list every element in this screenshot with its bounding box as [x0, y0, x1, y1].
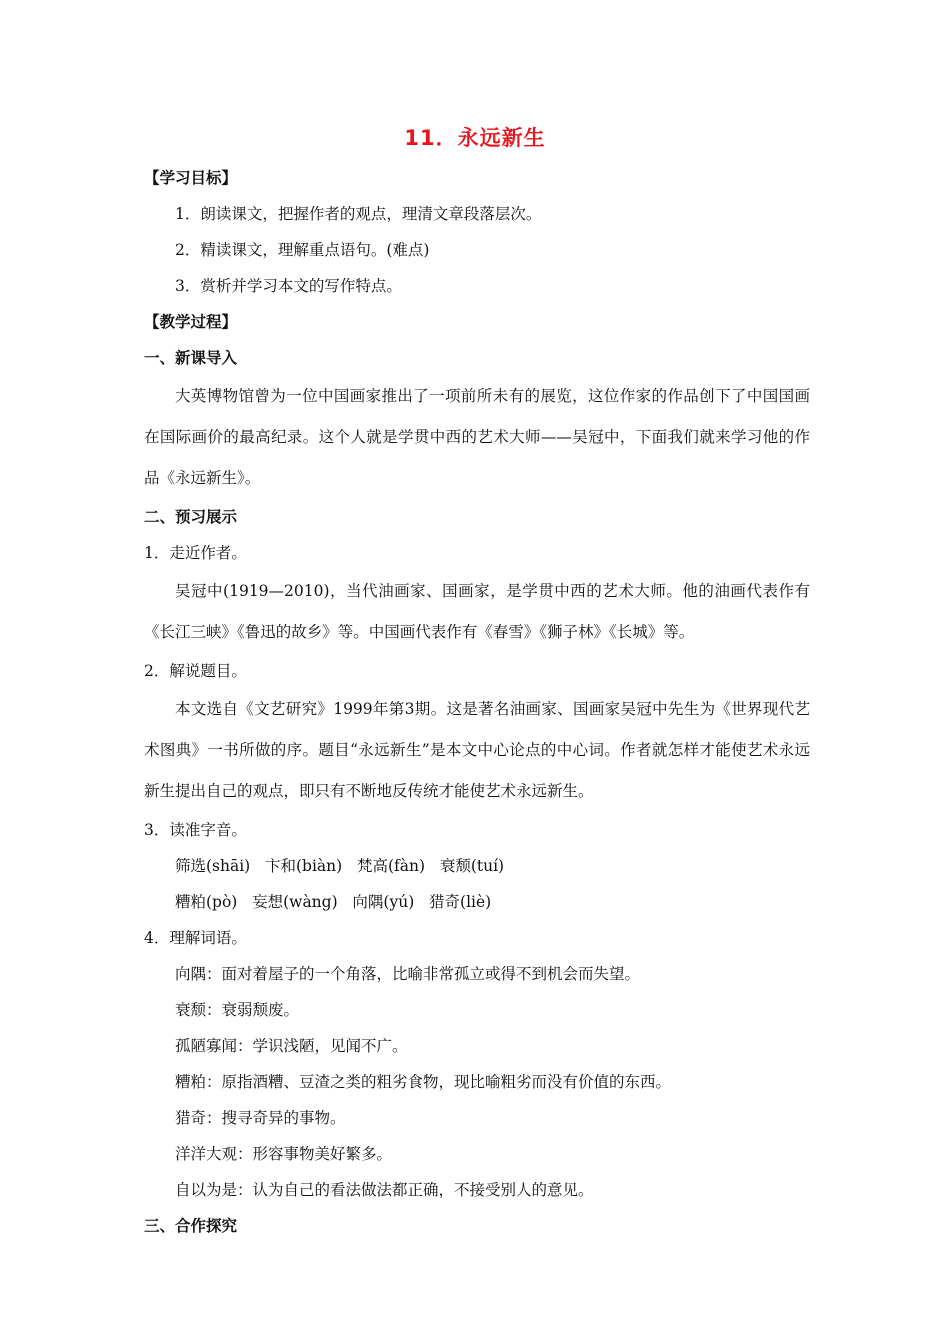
goals-heading: 【学习目标】 — [144, 169, 238, 187]
part1-heading: 一、新课导入 — [144, 349, 238, 367]
vocab-item: 猎奇：搜寻奇异的事物。 — [175, 1109, 346, 1127]
item4-heading: 4．理解词语。 — [144, 929, 247, 947]
part2-heading: 二、预习展示 — [144, 508, 238, 526]
goal-item: 1．朗读课文，把握作者的观点，理清文章段落层次。 — [175, 205, 542, 223]
part3-heading: 三、合作探究 — [144, 1217, 238, 1235]
item3-heading: 3．读准字音。 — [144, 821, 247, 839]
item2-heading: 2．解说题目。 — [144, 662, 247, 680]
part1-paragraph: 大英博物馆曾为一位中国画家推出了一项前所未有的展览，这位作家的作品创下了中国国画在国际画价的最高纪录。这个人就是学贯中西的艺术大师——吴冠中，下面我们就来学习他的作品《永远新生》。 — [144, 387, 810, 487]
pinyin-row: 糟粕(pò) 妄想(wàng) 向隅(yú) 猎奇(liè) — [175, 893, 492, 911]
process-heading: 【教学过程】 — [144, 313, 238, 331]
item1-heading: 1．走近作者。 — [144, 544, 247, 562]
vocab-item: 向隅：面对着屋子的一个角落，比喻非常孤立或得不到机会而失望。 — [175, 965, 641, 983]
vocab-item: 孤陋寡闻：学识浅陋，见闻不广。 — [175, 1037, 408, 1055]
document-body — [144, 160, 810, 1244]
goal-item: 2．精读课文，理解重点语句。(难点) — [175, 241, 430, 259]
vocab-item: 糟粕：原指酒糟、豆渣之类的粗劣食物，现比喻粗劣而没有价值的东西。 — [175, 1073, 672, 1091]
goal-item: 3．赏析并学习本文的写作特点。 — [175, 277, 402, 295]
pinyin-row: 筛选(shāi) 卞和(biàn) 梵高(fàn) 衰颓(tuí) — [175, 857, 505, 875]
vocab-item: 自以为是：认为自己的看法做法都正确，不接受别人的意见。 — [175, 1181, 594, 1199]
item2-paragraph: 本文选自《文艺研究》1999年第3期。这是著名油画家、国画家吴冠中先生为《世界现代艺术图典》一书所做的序。题目“永远新生”是本文中心论点的中心词。作者就怎样才能使艺术永远新生提出自己的观点，即只有不断地反传统才能使艺术永远新生。 — [144, 700, 810, 800]
item1-paragraph: 吴冠中(1919—2010)，当代油画家、国画家，是学贯中西的艺术大师。他的油画代表作有《长江三峡》《鲁迅的故乡》等。中国画代表作有《春雪》《狮子林》《长城》等。 — [144, 582, 810, 641]
vocab-item: 衰颓：衰弱颓废。 — [175, 1001, 300, 1019]
vocab-item: 洋洋大观：形容事物美好繁多。 — [175, 1145, 393, 1163]
document-title: 11．永远新生 — [404, 126, 546, 150]
